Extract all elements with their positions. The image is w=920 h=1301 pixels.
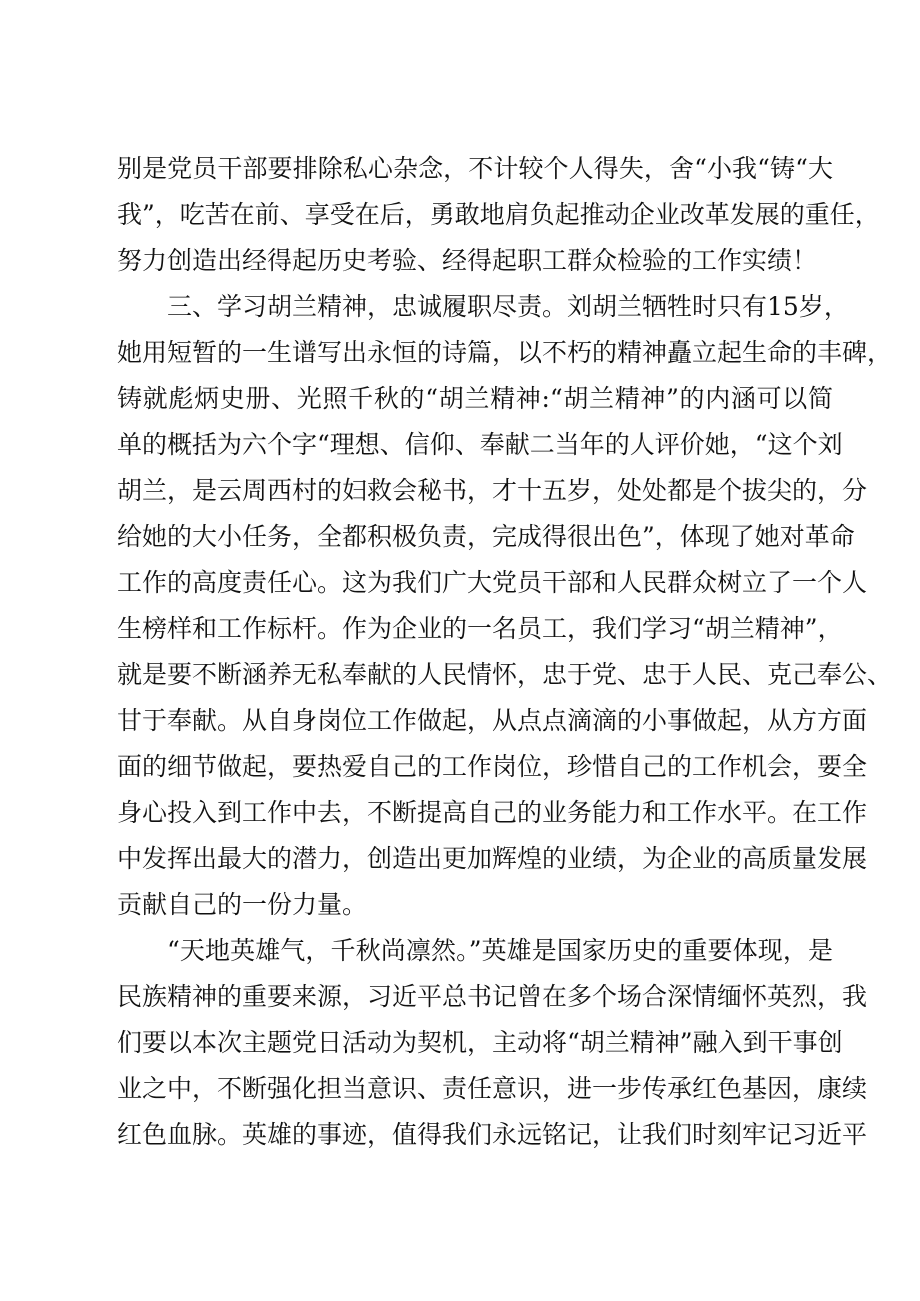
paragraph-3	[117, 928, 868, 1158]
text-line: 三、学习胡兰精神，忠诚履职尽责。刘胡兰牺牲时只有15岁，	[167, 292, 849, 321]
text-line: 别是党员干部要排除私心杂念，不计较个人得失，舍“小我“铸“大	[117, 154, 833, 183]
text-line: 给她的大小任务，全都积极负责，完成得很出色”，体现了她对革命	[117, 522, 855, 551]
text-line: 中发挥出最大的潜力，创造出更加辉煌的业绩，为企业的高质量发展	[117, 844, 868, 873]
text-line: 身心投入到工作中去，不断提高自己的业务能力和工作水平。在工作	[117, 798, 868, 827]
text-line: 生榜样和工作标杆。作为企业的一名员工，我们学习“胡兰精神”，	[117, 614, 843, 643]
text-line: 业之中，不断强化担当意识、责任意识，进一步传承红色基因，康续	[117, 1074, 868, 1103]
paragraph-1	[117, 146, 880, 284]
text-line: 单的概括为六个字“理想、信仰、奉献二当年的人评价她，“这个刘	[117, 430, 843, 459]
text-line: 贡献自己的一份力量。	[117, 890, 368, 919]
text-line: 甘于奉献。从自身岗位工作做起，从点点滴滴的小事做起，从方方面	[117, 706, 868, 735]
text-line: “天地英雄气，千秋尚凛然。”英雄是国家历史的重要体现，是	[167, 936, 833, 965]
text-line: 红色血脉。英雄的事迹，值得我们永远铭记，让我们时刻牢记习近平	[117, 1120, 868, 1149]
text-line: 工作的高度责任心。这为我们广大党员干部和人民群众树立了一个人	[117, 568, 868, 597]
text-line: 我”，吃苦在前、享受在后，勇敢地肩负起推动企业改革发展的重任，	[117, 200, 880, 229]
text-line: 她用短暂的一生谱写出永恒的诗篇，以不朽的精神矗立起生命的丰碑，	[117, 338, 893, 367]
text-line: 们要以本次主题党日活动为契机，主动将“胡兰精神”融入到干事创	[117, 1028, 843, 1057]
text-line: 努力创造出经得起历史考验、经得起职工群众检验的工作实绩！	[117, 246, 818, 275]
text-line: 就是要不断涵养无私奉献的人民情怀，忠于党、忠于人民、克己奉公、	[117, 660, 893, 689]
paragraph-2	[117, 284, 893, 928]
text-line: 胡兰，是云周西村的妇救会秘书，才十五岁，处处都是个拔尖的，分	[117, 476, 868, 505]
text-line: 铸就彪炳史册、光照千秋的“胡兰精神:“胡兰精神”的内涵可以简	[117, 384, 833, 413]
text-line: 民族精神的重要来源，习近平总书记曾在多个场合深情缅怀英烈，我	[117, 982, 868, 1011]
text-line: 面的细节做起，要热爱自己的工作岗位，珍惜自己的工作机会，要全	[117, 752, 868, 781]
